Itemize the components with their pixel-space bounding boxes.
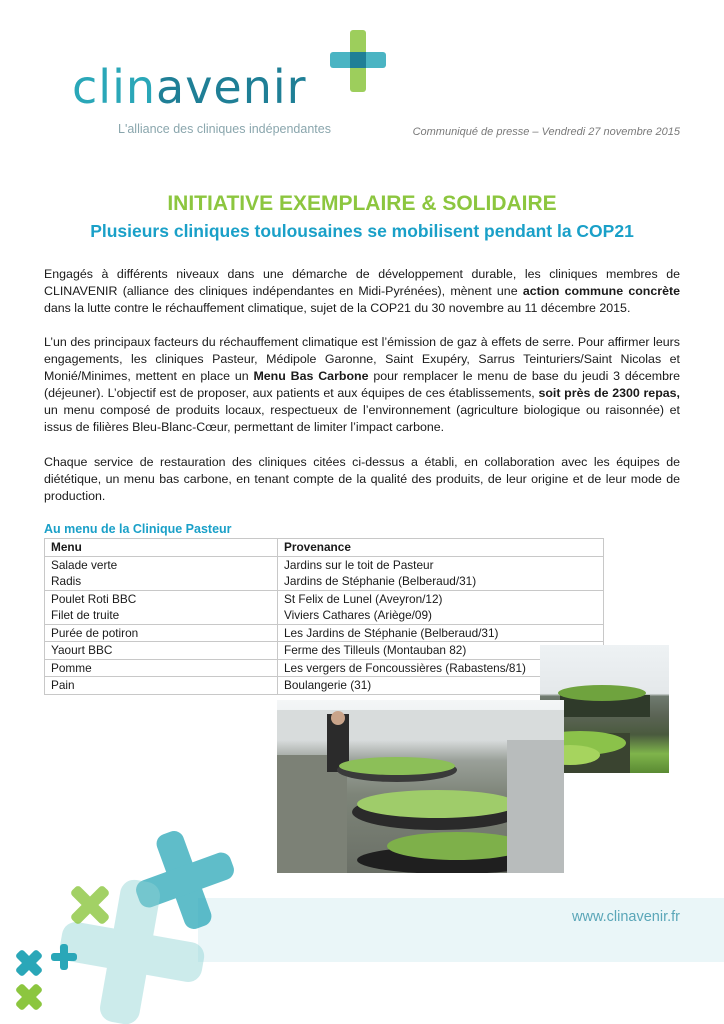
menu-cell: Pomme	[45, 659, 278, 677]
table-row	[45, 590, 604, 624]
provenance-cell: St Felix de Lunel (Aveyron/12) Viviers Cathares (Ariège/09)	[278, 590, 604, 624]
provenance-cell: Ferme des Tilleuls (Montauban 82)	[278, 642, 604, 660]
logo-cross-icon	[330, 30, 386, 92]
logo-wordmark: clinavenir	[72, 60, 307, 114]
menu-caption: Au menu de la Clinique Pasteur	[44, 522, 232, 536]
paragraph-commitment: L’un des principaux facteurs du réchauffement climatique est l’émission de gaz à effets de serre. Pour affirmer leurs engagements, les cliniques Pasteur, Médipole Garonne, Saint Exupéry, Sarrus Teinturiers/Saint Nicolas et Monié/Minimes, mettent en place un Menu Bas Carbone pour remplacer le menu de base du jeudi 3 décembre (déjeuner). L’objectif est de proposer, aux patients et aux équipes de ces établissements, soit près de 2300 repas, un menu composé de produits locaux, respectueux de l’environnement (agriculture biologique ou raisonnée) et issus de filières Bleu-Blanc-Cœur, permettant de limiter l’impact carbone.	[44, 335, 680, 434]
rooftop-garden-photo-large	[277, 700, 564, 873]
table-row	[45, 677, 604, 695]
provenance-cell: Les vergers de Foncoussières (Rabastens/81)	[278, 659, 604, 677]
footer-band	[198, 898, 724, 962]
table-header-row	[45, 539, 604, 557]
page-subtitle: Plusieurs cliniques toulousaines se mobilisent pendant la COP21	[90, 221, 634, 241]
table-row	[45, 624, 604, 642]
paragraph-restauration: Chaque service de restauration des cliniques citées ci-dessus a établi, en collaboration avec les équipes de diététique, un menu bas carbone, en tenant compte de la qualité des produits, de leur origine et de leur mode de production.	[44, 455, 680, 503]
column-header-menu: Menu	[45, 539, 278, 557]
column-header-provenance: Provenance	[278, 539, 604, 557]
table-row	[45, 556, 604, 590]
provenance-cell: Jardins sur le toit de Pasteur Jardins de Stéphanie (Belberaud/31)	[278, 556, 604, 590]
footer-website-link[interactable]: www.clinavenir.fr	[572, 909, 680, 925]
paragraph-intro: Engagés à différents niveaux dans une démarche de développement durable, les cliniques membres de CLINAVENIR (alliance des cliniques indépendantes en Midi-Pyrénées), mènent une action commune concrète dans la lutte contre le réchauffement climatique, sujet de la COP21 du 30 novembre au 11 décembre 2015.	[44, 267, 680, 315]
press-release-date: Communiqué de presse – Vendredi 27 novembre 2015	[412, 126, 680, 138]
page-title: INITIATIVE EXEMPLAIRE & SOLIDAIRE	[167, 192, 557, 215]
menu-cell: Purée de potiron	[45, 624, 278, 642]
menu-cell: Pain	[45, 677, 278, 695]
provenance-cell: Boulangerie (31)	[278, 677, 604, 695]
menu-cell: Yaourt BBC	[45, 642, 278, 660]
menu-cell: Poulet Roti BBC Filet de truite	[45, 590, 278, 624]
logo-tagline: L'alliance des cliniques indépendantes	[118, 122, 331, 136]
table-row	[45, 642, 604, 660]
menu-cell: Salade verte Radis	[45, 556, 278, 590]
provenance-cell: Les Jardins de Stéphanie (Belberaud/31)	[278, 624, 604, 642]
menu-table	[44, 538, 604, 695]
decorative-crosses-icon	[0, 820, 260, 1024]
table-row	[45, 659, 604, 677]
